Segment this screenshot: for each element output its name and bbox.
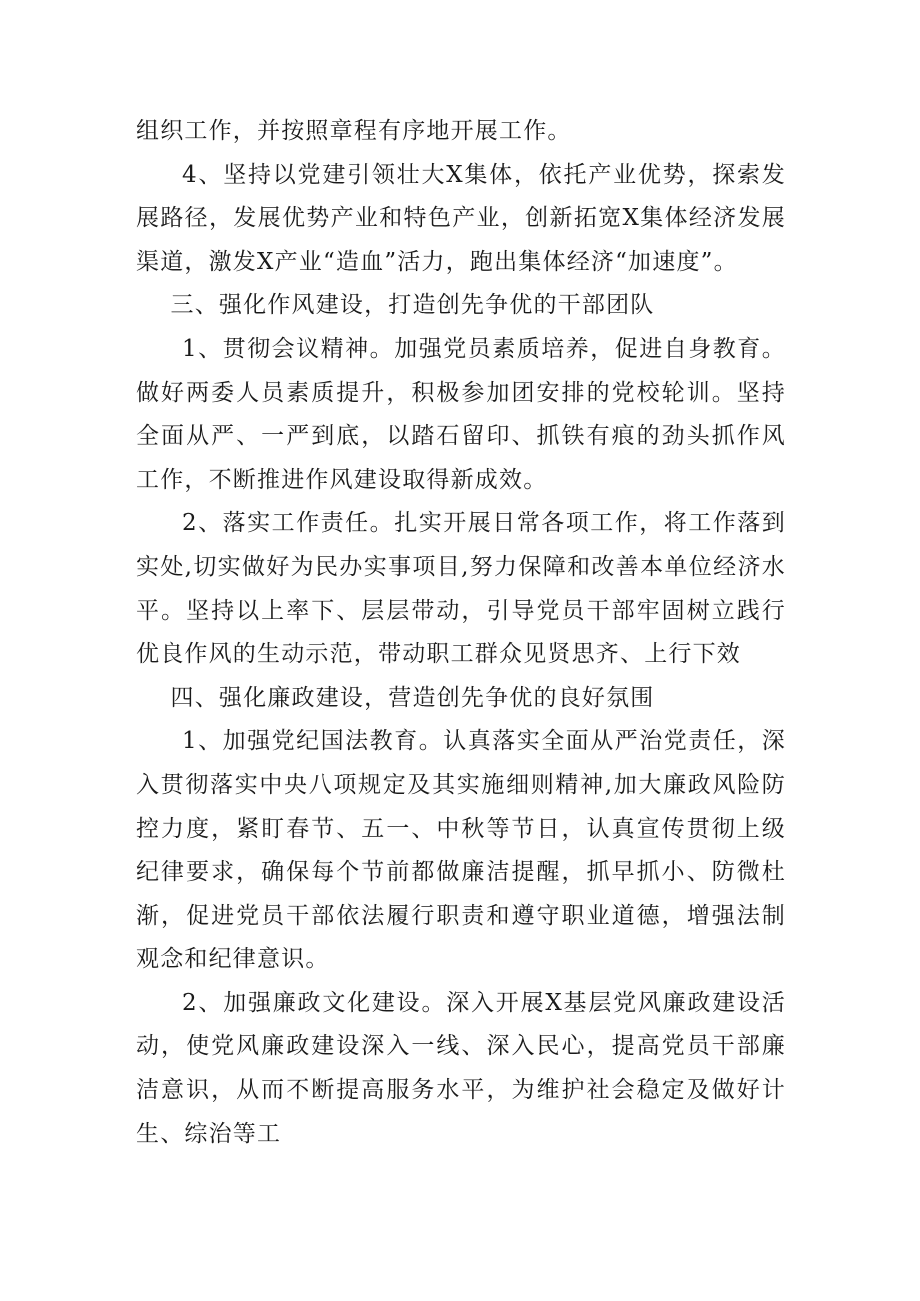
- section-heading-3: 三、强化作风建设，打造创先争优的干部团队: [170, 292, 655, 319]
- paragraph-section3-item-1: 1、贯彻会议精神。加强党员素质培养，促进自身教育。做好两委人员素质提升，积极参加团安排的党校轮训。坚持全面从严、一严到底，以踏石留印、抓铁有痕的劲头抓作风工作，不断推进作风建设取得新成效。: [136, 335, 786, 493]
- paragraph-continuation: 组织工作，并按照章程有序地开展工作。: [136, 118, 572, 144]
- paragraph-section4-item-2: 2、加强廉政文化建设。深入开展X基层党风廉政建设活动，使党风廉政建设深入一线、深入民心，提高党员干部廉洁意识，从而不断提高服务水平，为维护社会稳定及做好计生、综治等工: [136, 989, 786, 1147]
- section-heading-4: 四、强化廉政建设，营造创先争优的良好氛围: [170, 684, 655, 711]
- paragraph-section4-item-1: 1、加强党纪国法教育。认真落实全面从严治党责任，深入贯彻落实中央八项规定及其实施细则精神,加大廉政风险防控力度，紧盯春节、五一、中秋等节日，认真宣传贯彻上级纪律要求，确保每个节前都做廉洁提醒，抓早抓小、防微杜渐，促进党员干部依法履行职责和遵守职业道德，增强法制观念和纪律意识。: [136, 728, 786, 973]
- paragraph-item-4: 4、坚持以党建引领壮大X集体，依托产业优势，探索发展路径，发展优势产业和特色产业，创新拓宽X集体经济发展渠道，激发X产业“造血”活力，跑出集体经济“加速度”。: [136, 161, 786, 275]
- paragraph-section3-item-2: 2、落实工作责任。扎实开展日常各项工作，将工作落到实处,切实做好为民办实事项目,努力保障和改善本单位经济水平。坚持以上率下、层层带动，引导党员干部牢固树立践行优良作风的生动示范，带动职工群众见贤思齐、上行下效: [136, 510, 786, 668]
- document-body: [136, 110, 786, 1156]
